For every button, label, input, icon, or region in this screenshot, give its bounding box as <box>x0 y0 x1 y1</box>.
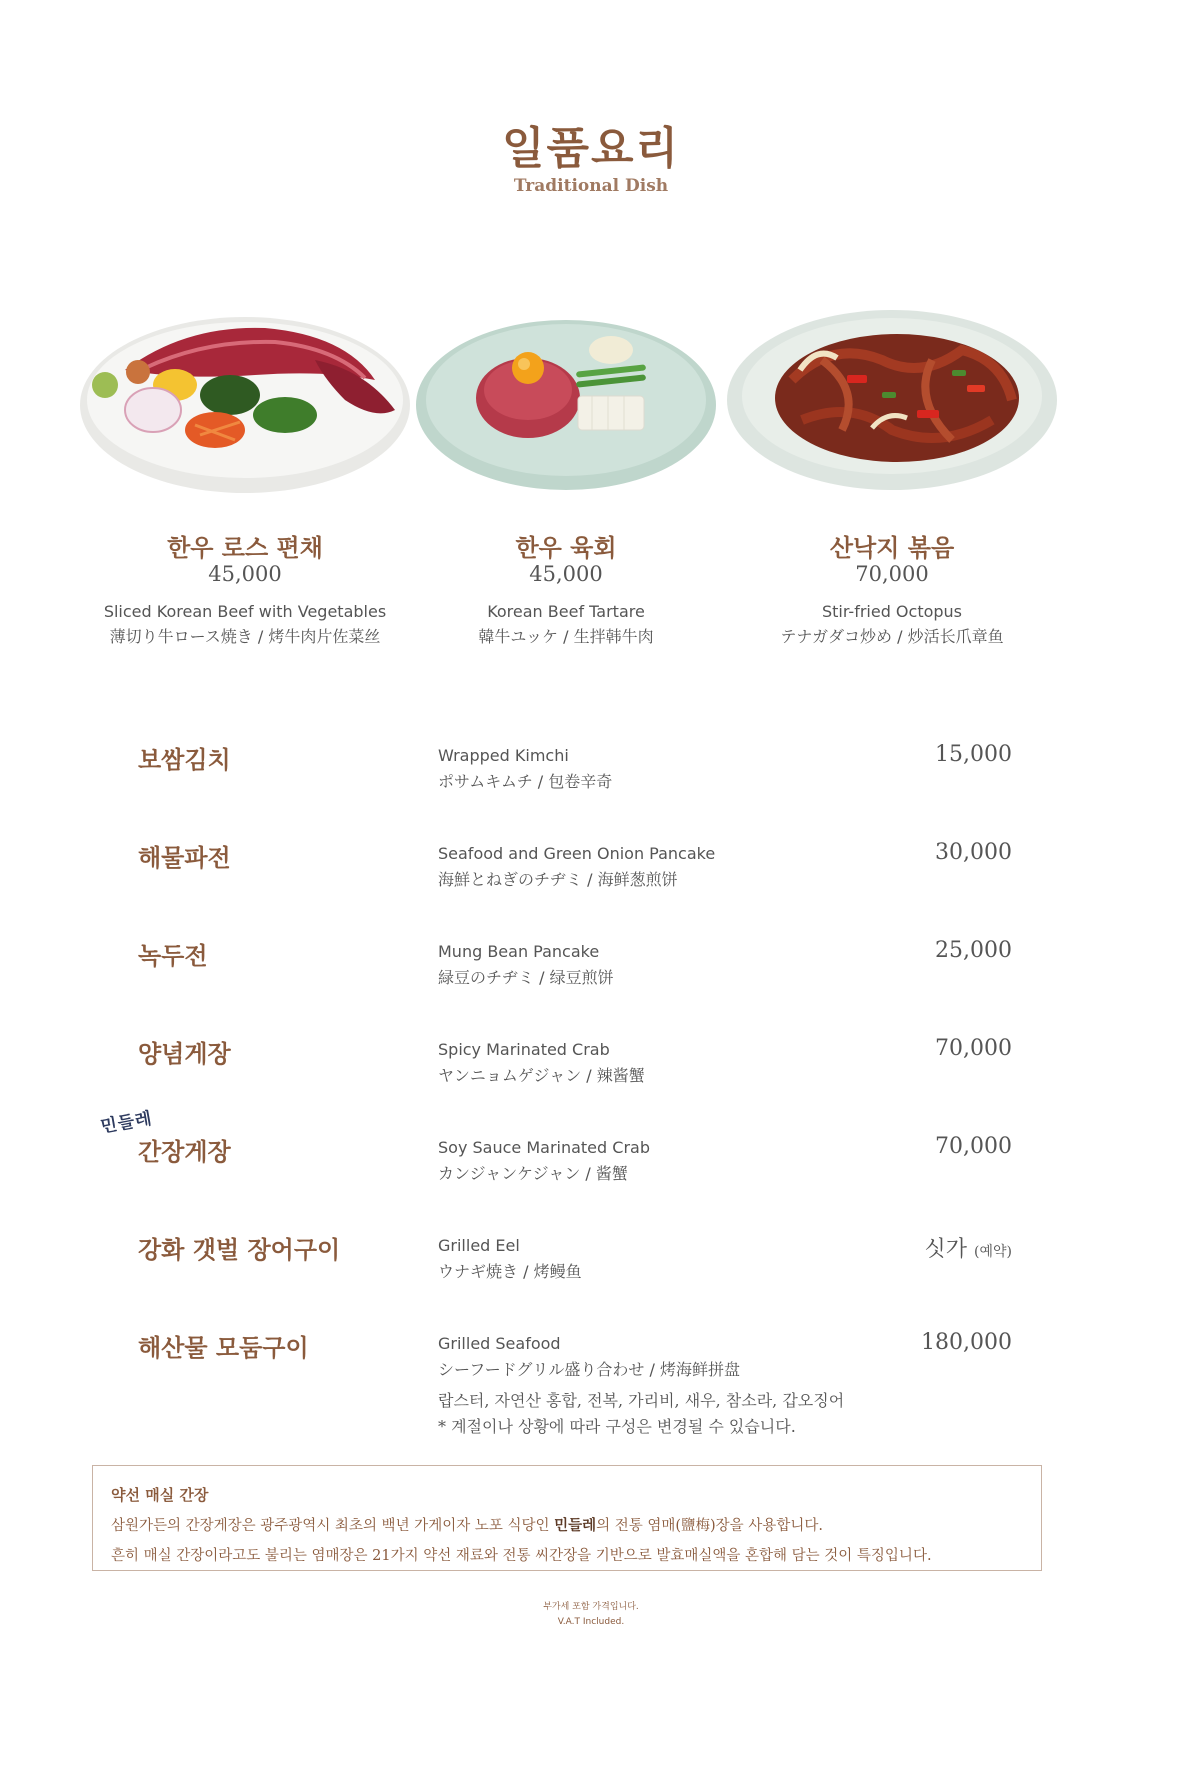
featured-dish-name: 한우 로스 편채 <box>167 533 323 562</box>
menu-item-name: 해산물 모둠구이 <box>138 1333 309 1362</box>
featured-dish-name: 산낙지 볶음 <box>829 533 955 562</box>
featured-dish-asian: テナガダコ炒め / 炒活长爪章鱼 <box>780 627 1004 646</box>
menu-item <box>0 1132 1182 1212</box>
menu-item <box>0 1034 1182 1114</box>
menu-item-name: 해물파전 <box>138 843 231 872</box>
menu-item-asian: ポサムキムチ / 包卷辛奇 <box>438 772 613 791</box>
note-line-1 <box>111 1514 1023 1535</box>
page-title: 일품요리 <box>501 123 680 174</box>
menu-item-notice: * 계절이나 상황에 따라 구성은 변경될 수 있습니다. <box>438 1417 796 1436</box>
menu-item <box>0 740 1182 820</box>
featured-dish-price: 45,000 <box>529 562 603 586</box>
vat-notice-english: V.A.T Included. <box>557 1617 625 1627</box>
menu-item-name: 간장게장 <box>138 1137 231 1166</box>
sliced-beef-plate-image <box>75 300 415 500</box>
menu-item-price-value: 싯가 <box>924 1237 968 1262</box>
featured-dish-name: 한우 육회 <box>515 533 617 562</box>
brand-script-logo: 민들레 <box>99 1108 155 1138</box>
menu-item-english: Soy Sauce Marinated Crab <box>438 1138 650 1157</box>
menu-item-english: Wrapped Kimchi <box>438 746 569 765</box>
page-subtitle: Traditional Dish <box>513 176 669 196</box>
menu-item <box>0 1328 1182 1448</box>
menu-item-name: 강화 갯벌 장어구이 <box>138 1235 341 1264</box>
featured-dish-price: 70,000 <box>855 562 929 586</box>
menu-item <box>0 838 1182 918</box>
menu-item-asian: 緑豆のチヂミ / 绿豆煎饼 <box>438 968 614 987</box>
vat-notice-korean: 부가세 포함 가격입니다. <box>543 1602 639 1612</box>
menu-item-price: 15,000 <box>935 742 1012 767</box>
menu-item-english: Grilled Seafood <box>438 1334 561 1353</box>
note-line-1-brand: 민들레 <box>554 1517 597 1534</box>
note-title: 약선 매실 간장 <box>111 1486 209 1504</box>
featured-dish-1 <box>70 300 420 646</box>
menu-item-price-note: (예약) <box>974 1244 1012 1260</box>
menu-item-english: Mung Bean Pancake <box>438 942 600 961</box>
soy-sauce-note-box <box>92 1465 1042 1571</box>
stir-fried-octopus-plate-image <box>722 300 1062 500</box>
menu-item-name: 양념게장 <box>138 1039 231 1068</box>
note-line-2: 흔히 매실 간장이라고도 불리는 염매장은 21가지 약선 재료와 전통 씨간장을 기반으로 발효매실액을 혼합해 담는 것이 특징입니다. <box>111 1548 932 1564</box>
menu-item-price <box>925 1232 1013 1263</box>
menu-item-asian: シーフードグリル盛り合わせ / 烤海鲜拼盘 <box>438 1360 740 1379</box>
menu-item-asian: 海鮮とねぎのチヂミ / 海鲜葱煎饼 <box>438 870 678 889</box>
menu-item-price: 70,000 <box>935 1036 1012 1061</box>
featured-dish-asian: 薄切り牛ロース焼き / 烤牛肉片佐菜丝 <box>109 627 381 646</box>
menu-item <box>0 1230 1182 1310</box>
menu-item-asian: カンジャンケジャン / 酱蟹 <box>438 1164 628 1183</box>
menu-item-asian: ウナギ焼き / 烤鳗鱼 <box>438 1262 582 1281</box>
menu-item-english: Spicy Marinated Crab <box>438 1040 610 1059</box>
featured-dish-3 <box>717 300 1067 646</box>
featured-dish-asian: 韓牛ユッケ / 生拌韩牛肉 <box>478 627 654 646</box>
featured-dishes <box>0 300 1182 660</box>
featured-dish-english: Sliced Korean Beef with Vegetables <box>103 602 387 621</box>
menu-item-english: Grilled Eel <box>438 1236 520 1255</box>
menu-item-price: 180,000 <box>921 1330 1012 1355</box>
menu-item-asian: ヤンニョムゲジャン / 辣酱蟹 <box>438 1066 645 1085</box>
menu-item-detail: 랍스터, 자연산 홍합, 전복, 가리비, 새우, 참소라, 갑오징어 <box>438 1391 845 1410</box>
menu-item <box>0 936 1182 1016</box>
vat-notice <box>0 1600 1182 1630</box>
featured-dish-price: 45,000 <box>208 562 282 586</box>
note-line-1-text: 삼원가든의 간장게장은 광주광역시 최초의 백년 가게이자 노포 식당인 <box>111 1518 555 1534</box>
menu-item-name: 녹두전 <box>138 941 208 970</box>
featured-dish-2 <box>391 300 741 646</box>
menu-item-price: 25,000 <box>935 938 1012 963</box>
menu-item-price: 70,000 <box>935 1134 1012 1159</box>
menu-item-english: Seafood and Green Onion Pancake <box>438 844 716 863</box>
menu-item-price: 30,000 <box>935 840 1012 865</box>
menu-item-name: 보쌈김치 <box>138 745 231 774</box>
featured-dish-english: Stir-fried Octopus <box>821 602 963 621</box>
note-line-1-text-end: 의 전통 염매(鹽梅)장을 사용합니다. <box>596 1518 823 1534</box>
beef-tartare-plate-image <box>406 300 726 500</box>
featured-dish-english: Korean Beef Tartare <box>487 602 645 621</box>
